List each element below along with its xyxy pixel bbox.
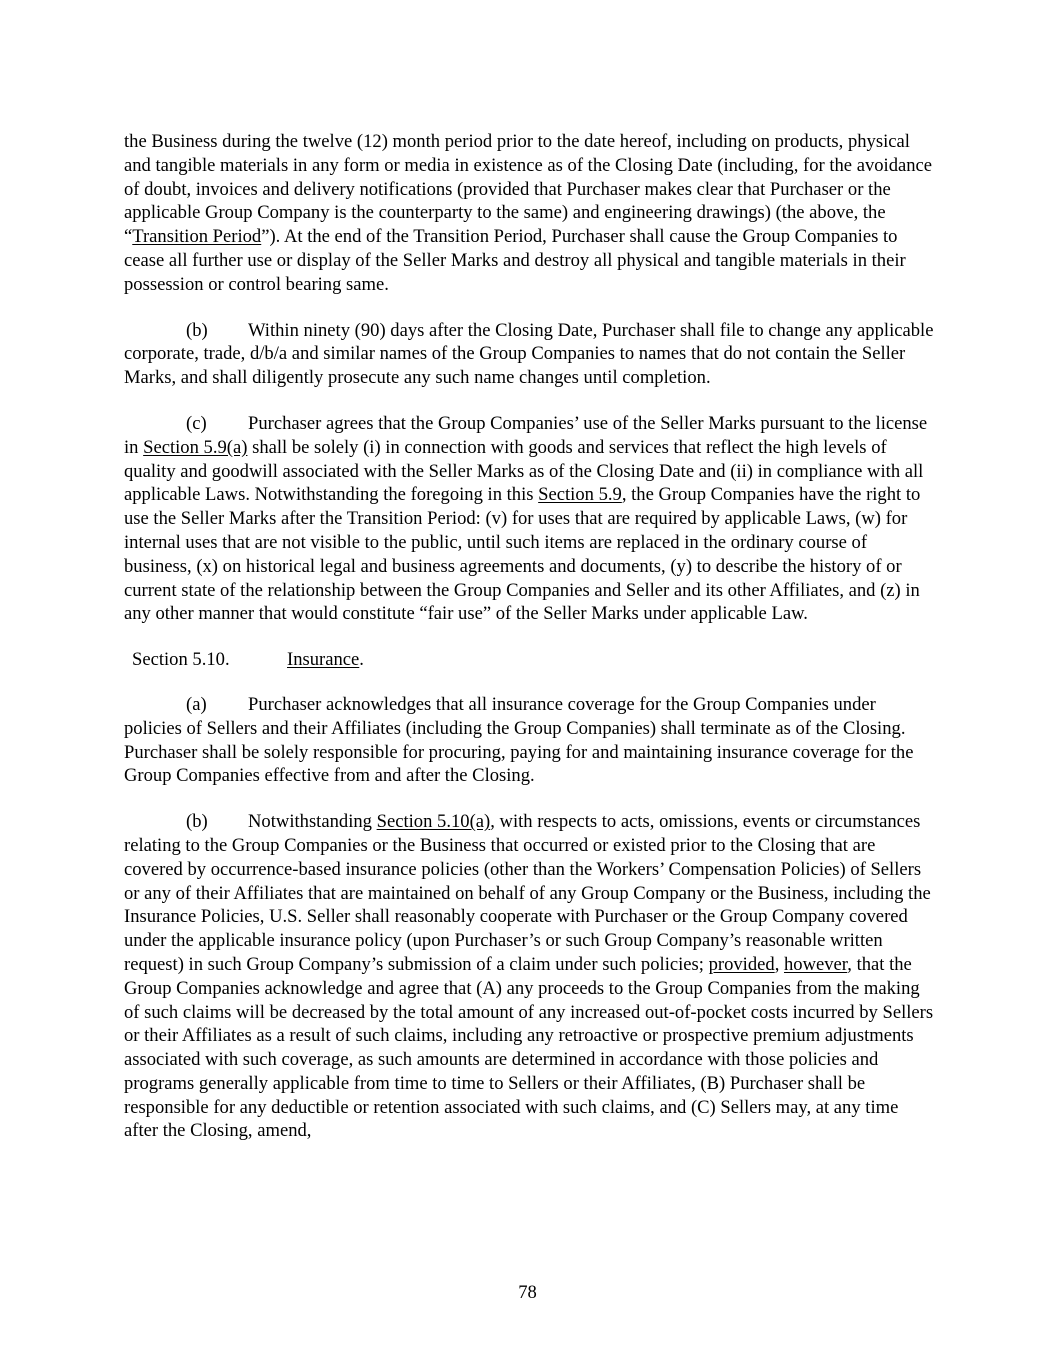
paragraph-text: shall be solely (i) in connection with goods and services that reflect the high levels of quality and goodwill associated with the Seller Marks as of the Closing Date and (ii) in compliance with all applicable Laws. Notwithstanding the foregoing in this	[124, 436, 924, 506]
section-title-period: .	[359, 649, 364, 671]
section-reference-5-9a: Section 5.9(a)	[143, 436, 248, 458]
section-number: Section 5.10.	[132, 649, 230, 671]
paragraph-text: Purchaser acknowledges that all insurance coverage for the Group Companies under policies of Sellers and their Affiliates (including the Group Companies) shall terminate as of the Closing. Purchaser shall be solely responsible for procuring, paying for and maintaining insurance coverage for the Group Companies effective from and after the Closing.	[124, 693, 914, 787]
paragraph-text: Within ninety (90) days after the Closing Date, Purchaser shall file to change any applicable corporate, trade, d/b/a and similar names of the Group Companies to names that do not contain the Seller Marks, and shall diligently prosecute any such name changes until completion.	[124, 319, 934, 389]
paragraph-text: Notwithstanding	[248, 811, 377, 833]
section-reference-5-10a: Section 5.10(a)	[376, 811, 491, 833]
term-however: however	[783, 953, 848, 975]
paragraph-text: , the Group Companies have the right to use the Seller Marks after the Transition Period: (v) for uses that are required by applicable Laws, (w) for internal uses that are not visible to the public, until such items are replaced in the ordinary course of business, (x) on historical legal and business agreements and documents, (y) to describe the history of or current state of the relationship between the Group Companies and Seller and its other Affiliates, and (z) in any other manner that would constitute “fair use” of the Seller Marks under applicable Law.	[124, 484, 921, 625]
paragraph-b-insurance-claims	[124, 810, 934, 1143]
clause-label: (a)	[186, 693, 207, 715]
term-provided: provided	[708, 953, 775, 975]
section-title: Insurance	[287, 649, 360, 671]
term-separator: ,	[774, 953, 784, 975]
paragraph-text: , with respects to acts, omissions, events or circumstances relating to the Group Companies or the Business that occurred or existed prior to the Closing that are covered by occurrence-based insurance policies (other than the Workers’ Compensation Policies) of Sellers or any of their Affiliates that are maintained on behalf of any Group Company or the Business, including the Insurance Policies, U.S. Seller shall reasonably cooperate with Purchaser or the Group Company covered under the applicable insurance policy (upon Purchaser’s or such Group Company’s reasonable written request) in such Group Company’s submission of a claim under such policies;	[124, 811, 931, 975]
clause-label: (b)	[186, 811, 208, 833]
paragraph-text: the Business during the twelve (12) month period prior to the date hereof, including on products, physical and tangible materials in any form or media in existence as of the Closing Date (including, for the avoidance of doubt, invoices and delivery notifications (provided that Purchaser makes clear that Purchaser or the applicable Group Company is the counterparty to the same) and engineering drawings) (the above, the “	[124, 131, 933, 248]
page-number: 78	[518, 1282, 537, 1303]
paragraph-a-insurance-termination	[124, 693, 934, 788]
clause-label: (b)	[186, 319, 208, 341]
paragraph-text: ”). At the end of the Transition Period, Purchaser shall cause the Group Companies to cease all further use or display of the Seller Marks and destroy all physical and tangible materials in their possession or control bearing same.	[124, 226, 906, 295]
paragraph-text: Purchaser agrees that the Group Companies’ use of the Seller Marks pursuant to the license in	[124, 412, 928, 458]
paragraph-transition-period	[124, 130, 934, 297]
paragraph-text: , that the Group Companies acknowledge and agree that (A) any proceeds to the Group Companies from the making of such claims will be decreased by the total amount of any increased out-of-pocket costs incurred by Sellers or their Affiliates as a result of such claims, including any retroactive or prospective premium adjustments associated with such coverage, as such amounts are determined in accordance with those policies and programs generally applicable from time to time to Sellers or their Affiliates, (B) Purchaser shall be responsible for any deductible or retention associated with such claims, and (C) Sellers may, at any time after the Closing, amend,	[124, 953, 934, 1142]
section-heading-5-10	[124, 648, 934, 672]
page-body	[124, 130, 934, 1165]
paragraph-b-name-changes	[124, 319, 934, 390]
clause-label: (c)	[186, 412, 207, 434]
section-reference-5-9: Section 5.9	[538, 484, 622, 506]
defined-term-transition-period: Transition Period	[132, 226, 262, 248]
paragraph-c-seller-marks-use	[124, 412, 934, 626]
